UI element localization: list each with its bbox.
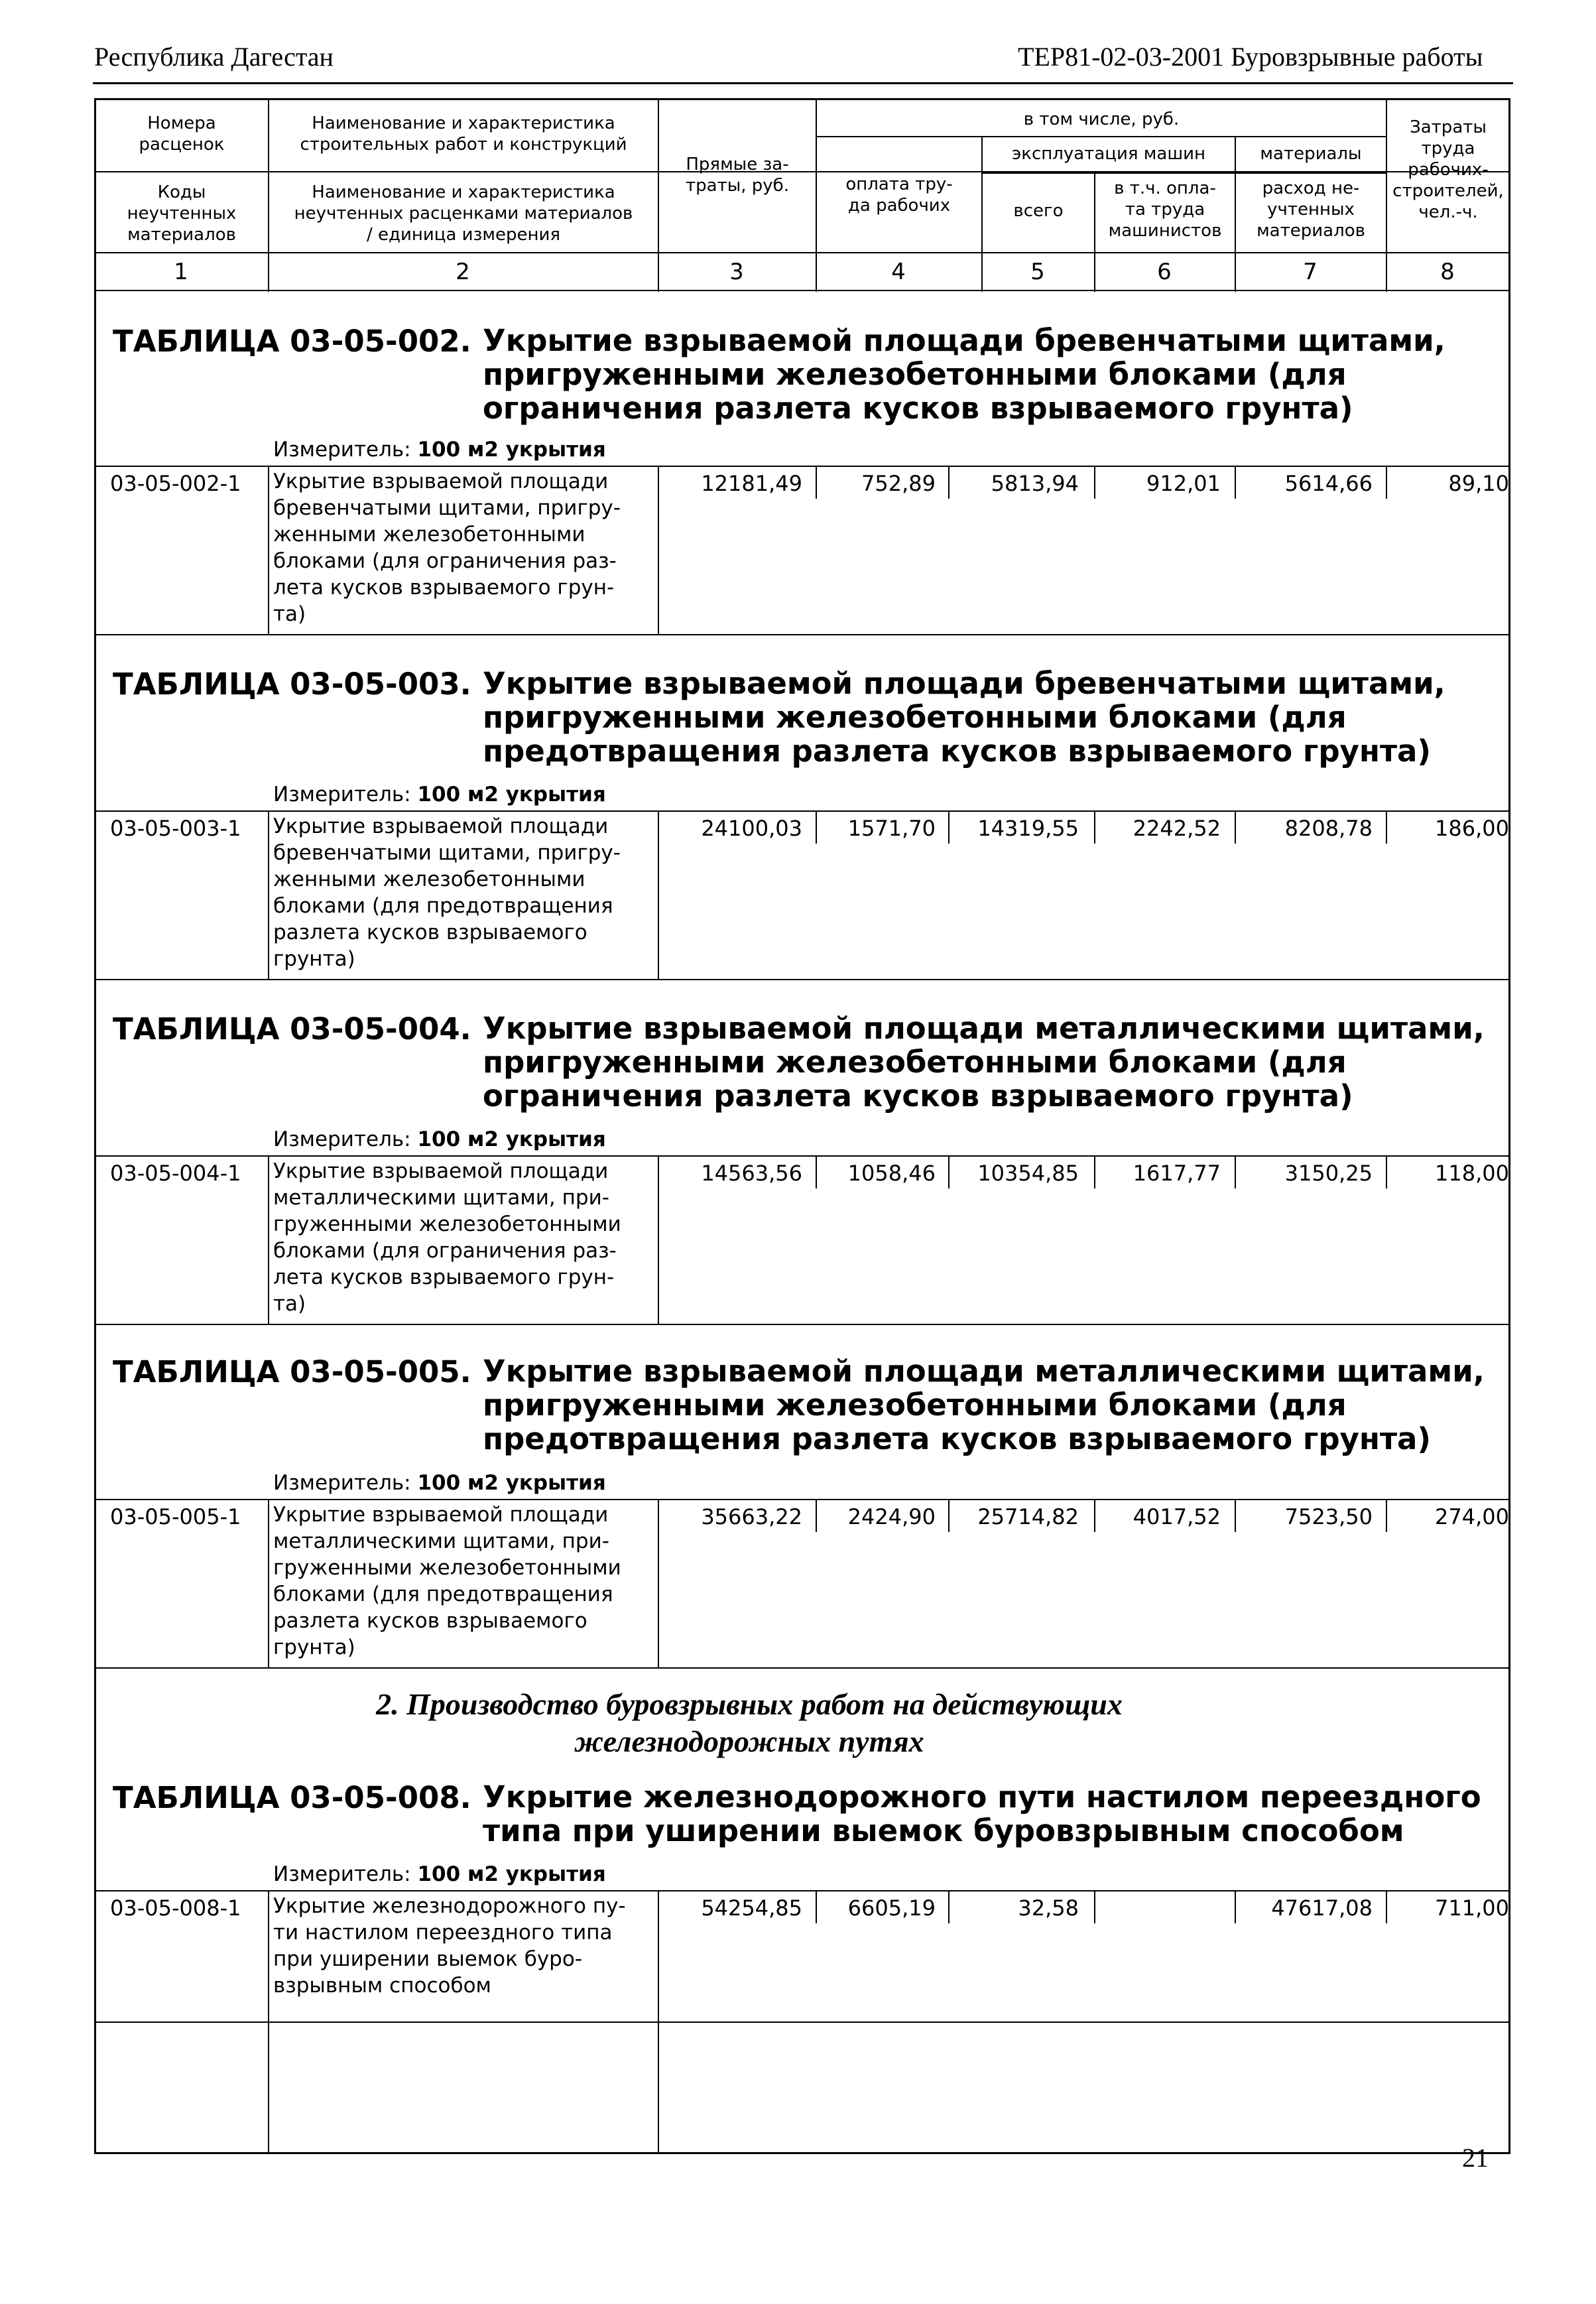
operator-wages: 2242,52: [1133, 816, 1221, 841]
table-title: Укрытие взрываемой площади металлическими щитами, пригруженными железобетонными блоками (для ограничения разлета кусков взрываемого грунта): [483, 1011, 1485, 1114]
row-col-line: [268, 1499, 269, 1667]
rate-description: Укрытие взрываемой площади бревенчатыми щитами, пригру- женными железобетонными блоками (для ограничения раз- лета кусков взрываемого грун- та): [273, 470, 621, 626]
row-col-line: [268, 810, 269, 979]
table-code: ТАБЛИЦА 03-05-002.: [113, 324, 471, 359]
row-col-tick: [1386, 1890, 1387, 1923]
row-col-tick: [948, 1155, 950, 1188]
col-number: 8: [1440, 259, 1455, 285]
row-top-line: [94, 810, 1510, 812]
machines-total: 14319,55: [977, 816, 1079, 841]
row-bottom-line: [94, 1324, 1510, 1325]
operator-wages: 1617,77: [1133, 1161, 1221, 1186]
row-col-tick: [1094, 1155, 1095, 1188]
machines-total: 10354,85: [977, 1161, 1079, 1186]
col-number: 2: [456, 259, 470, 285]
row-col-tick: [1235, 466, 1236, 499]
labor-hours: 118,00: [1435, 1161, 1509, 1186]
rate-description: Укрытие железнодорожного пу- ти настилом переездного типа при уширении выемок буро- взрывным способом: [273, 1894, 626, 1998]
col4-heading: оплата тру- да рабочих: [845, 174, 953, 216]
col-number: 6: [1157, 259, 1172, 285]
table-title: Укрытие взрываемой площади бревенчатыми щитами, пригруженными железобетонными блоками (для ограничения разлета кусков взрываемого грунта): [483, 323, 1445, 426]
row-col-tick: [1094, 1890, 1095, 1923]
col2-subheading: Наименование и характеристика неучтенных расценками материалов / единица измерения: [294, 182, 633, 245]
labor-wages: 1058,46: [847, 1161, 936, 1186]
direct-costs: 35663,22: [701, 1504, 802, 1529]
section-heading: 2. Производство буровзрывных работ на действующих железнодорожных путях: [376, 1687, 1123, 1758]
col2-heading: Наименование и характеристика строительных работ и конструкций: [300, 113, 627, 155]
col7-heading: расход не- учтенных материалов: [1257, 178, 1365, 241]
header-bottom-line: [94, 252, 1510, 253]
materials-cost: 7523,50: [1284, 1504, 1373, 1529]
table-title: Укрытие железнодорожного пути настилом переездного типа при уширении выемок буровзрывным способом: [483, 1779, 1481, 1848]
col3-heading: Прямые за- траты, руб.: [686, 155, 789, 196]
rate-code: 03-05-002-1: [110, 471, 241, 496]
labor-wages: 6605,19: [847, 1895, 936, 1921]
row-col-tick: [1235, 810, 1236, 844]
row-col-tick: [1386, 810, 1387, 844]
measure-line: Измеритель: 100 м2 укрытия: [273, 783, 606, 806]
labor-hours: 186,00: [1435, 816, 1509, 841]
col-number: 5: [1030, 259, 1045, 285]
col1-heading: Номера расценок: [139, 113, 225, 155]
page-number: 21: [1462, 2143, 1489, 2173]
col6-heading: в т.ч. опла- та труда машинистов: [1108, 178, 1222, 241]
table-title: Укрытие взрываемой площади бревенчатыми щитами, пригруженными железобетонными блоками (для предотвращения разлета кусков взрываемого грунта): [483, 666, 1445, 769]
row-col-tick: [1386, 1155, 1387, 1188]
rate-description: Укрытие взрываемой площади металлическими щитами, при- груженными железобетонными блоками (для ограничения раз- лета кусков взрываемого грун- та): [273, 1159, 621, 1316]
materials-heading: материалы: [1260, 144, 1362, 164]
measure-line: Измеритель: 100 м2 укрытия: [273, 1127, 606, 1151]
labor-wages: 752,89: [861, 471, 936, 496]
header-rule: [93, 82, 1513, 84]
row-col-line: [268, 1155, 269, 1324]
row-bottom-line: [94, 2021, 1510, 2023]
row-top-line: [94, 1890, 1510, 1891]
operator-wages: 4017,52: [1133, 1504, 1221, 1529]
measure-line: Измеритель: 100 м2 укрытия: [273, 1862, 606, 1886]
row-col-tick: [1235, 1499, 1236, 1532]
materials-cost: 5614,66: [1284, 471, 1373, 496]
rate-description: Укрытие взрываемой площади металлическими щитами, при- груженными железобетонными блоками (для предотвращения разлета кусков взрываемого грунта): [273, 1503, 621, 1659]
row-col-tick: [816, 1499, 817, 1532]
labor-hours: 274,00: [1435, 1504, 1509, 1529]
row-top-line: [94, 1499, 1510, 1500]
materials-cost: 3150,25: [1284, 1161, 1373, 1186]
machines-total: 25714,82: [977, 1504, 1079, 1529]
table-code: ТАБЛИЦА 03-05-004.: [113, 1011, 471, 1047]
machines-total: 5813,94: [991, 471, 1079, 496]
col-number: 4: [891, 259, 906, 285]
col-number: 3: [729, 259, 744, 285]
table-code: ТАБЛИЦА 03-05-008.: [113, 1780, 471, 1815]
col1-subheading: Коды неучтенных материалов: [127, 182, 237, 245]
machines-heading: эксплуатация машин: [1011, 144, 1206, 164]
row-col-tick: [1235, 1155, 1236, 1188]
row-bottom-line: [94, 1667, 1510, 1669]
col5-heading: всего: [1013, 201, 1064, 221]
header-document-title: ТЕР81-02-03-2001 Буровзрывные работы: [1018, 42, 1483, 72]
row-col-tick: [816, 810, 817, 844]
header-region: Республика Дагестан: [94, 42, 334, 72]
row-bottom-line: [94, 979, 1510, 980]
row-col-tick: [1094, 466, 1095, 499]
row-bottom-line: [94, 634, 1510, 635]
row-col-tick: [816, 1155, 817, 1188]
machines-divider: [981, 172, 1386, 174]
row-col-line: [268, 466, 269, 634]
col-number: 7: [1303, 259, 1318, 285]
operator-wages: 912,01: [1146, 471, 1221, 496]
row-col-tick: [1386, 466, 1387, 499]
row-col-tick: [948, 1499, 950, 1532]
table-code: ТАБЛИЦА 03-05-003.: [113, 667, 471, 702]
group-heading: в том числе, руб.: [1023, 109, 1180, 129]
row-top-line: [94, 1155, 1510, 1157]
measure-line: Измеритель: 100 м2 укрытия: [273, 1471, 606, 1495]
rate-code: 03-05-008-1: [110, 1895, 241, 1921]
direct-costs: 24100,03: [701, 816, 802, 841]
rate-description: Укрытие взрываемой площади бревенчатыми щитами, пригру- женными железобетонными блоками (для предотвращения разлета кусков взрываемого грунта): [273, 814, 621, 971]
direct-costs: 12181,49: [701, 471, 802, 496]
table-title: Укрытие взрываемой площади металлическими щитами, пригруженными железобетонными блоками (для предотвращения разлета кусков взрываемого грунта): [483, 1354, 1485, 1456]
row-col-tick: [1235, 1890, 1236, 1923]
row-col-tick: [948, 810, 950, 844]
materials-cost: 8208,78: [1284, 816, 1373, 841]
row-col-line: [658, 810, 659, 979]
direct-costs: 54254,85: [701, 1895, 802, 1921]
row-col-tick: [948, 466, 950, 499]
labor-hours: 89,10: [1448, 471, 1509, 496]
rate-code: 03-05-005-1: [110, 1504, 241, 1529]
row-col-tick: [1094, 1499, 1095, 1532]
machines-total: 32,58: [1018, 1895, 1079, 1921]
row-col-tick: [816, 1890, 817, 1923]
rate-code: 03-05-003-1: [110, 816, 241, 841]
direct-costs: 14563,56: [701, 1161, 802, 1186]
row-col-tick: [948, 1890, 950, 1923]
table-code: ТАБЛИЦА 03-05-005.: [113, 1354, 471, 1389]
rate-code: 03-05-004-1: [110, 1161, 241, 1186]
col-number: 1: [174, 259, 188, 285]
numbers-bottom-line: [94, 290, 1510, 291]
group-divider: [816, 136, 1386, 137]
row-col-tick: [816, 466, 817, 499]
materials-cost: 47617,08: [1271, 1895, 1373, 1921]
col8-heading: Затраты труда рабочих- строителей, чел.-ч.: [1392, 117, 1504, 222]
row-col-line: [658, 1499, 659, 1667]
row-top-line: [94, 466, 1510, 467]
measure-line: Измеритель: 100 м2 укрытия: [273, 438, 606, 462]
labor-wages: 2424,90: [847, 1504, 936, 1529]
labor-hours: 711,00: [1435, 1895, 1509, 1921]
labor-wages: 1571,70: [847, 816, 936, 841]
row-col-tick: [1386, 1499, 1387, 1532]
row-col-line: [658, 1155, 659, 1324]
row-col-line: [658, 466, 659, 634]
row-col-tick: [1094, 810, 1095, 844]
